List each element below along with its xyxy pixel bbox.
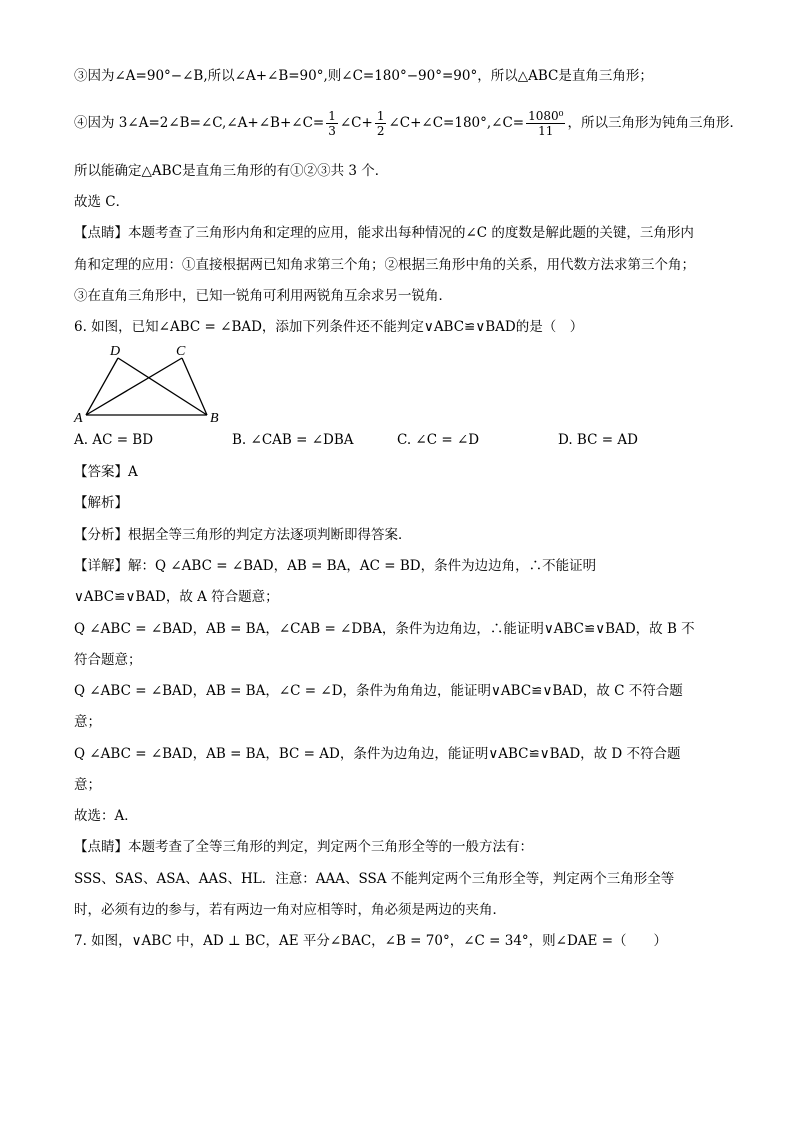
option-c: C. ∠C = ∠D — [397, 432, 480, 448]
segment-ad — [86, 358, 118, 415]
line-4-part-b: ∠C+ — [339, 115, 373, 131]
remark-6-line-2: SSS、SAS、ASA、AAS、HL．注意：AAA、SSA 不能判定两个三角形全等，判定两个三角形全等 — [74, 871, 675, 887]
fraction-one-third — [326, 109, 338, 138]
fraction-num: 1080⁰ — [528, 109, 564, 123]
detail-line-1: 【详解】解：Q ∠ABC = ∠BAD，AB = BA，AC = BD，条件为边边角，∴不能证明 — [74, 558, 597, 574]
answer-choice-line: 故选 C． — [74, 194, 130, 210]
line-angle-sum-3: ③因为∠A=90°−∠B,所以∠A+∠B=90°,则∠C=180°−90°=90°，所以△ABC是直角三角形； — [74, 68, 653, 84]
detail-line-2: ∨ABC≌∨BAD，故 A 符合题意； — [74, 589, 279, 605]
label-d: D — [110, 344, 121, 359]
remark-line-2: 角和定理的应用：①直接根据两已知角求第三个角；②根据三角形中角的关系，用代数方法求第三个角； — [74, 257, 695, 273]
fraction-1080-11 — [526, 109, 565, 138]
detail-line-3: Q ∠ABC = ∠BAD，AB = BA，∠CAB = ∠DBA，条件为边角边，∴能证明∨ABC≌∨BAD，故 B 不 — [74, 621, 695, 637]
label-a: A — [74, 411, 83, 426]
fraction-num: 1 — [328, 109, 336, 123]
fraction-den: 3 — [328, 124, 336, 138]
answer-label: 【答案】A — [74, 464, 138, 480]
analysis-line: 【分析】根据全等三角形的判定方法逐项判断即得答案． — [74, 527, 412, 543]
analysis-heading: 【解析】 — [74, 495, 128, 511]
label-b: B — [210, 411, 219, 426]
remark-6-line-1: 【点睛】本题考查了全等三角形的判定，判定两个三角形全等的一般方法有： — [74, 839, 533, 855]
segment-bd — [118, 358, 207, 415]
detail-line-6: 意； — [74, 714, 101, 730]
figure-quadrilateral — [70, 340, 230, 428]
line-4-part-a: ④因为 3∠A=2∠B=∠C,∠A+∠B+∠C= — [74, 115, 325, 131]
question-6: 6. 如图，已知∠ABC = ∠BAD，添加下列条件还不能判定∨ABC≌∨BAD的是（ ） — [74, 319, 584, 335]
line-4-part-d: ，所以三角形为钝角三角形． — [567, 115, 743, 131]
detail-line-7: Q ∠ABC = ∠BAD，AB = BA，BC = AD，条件为边角边，能证明∨ABC≌∨BAD，故 D 不符合题 — [74, 746, 681, 762]
option-b: B. ∠CAB = ∠DBA — [232, 432, 354, 448]
line-angle-sum-4 — [74, 106, 743, 140]
line-4-part-c: ∠C+∠C=180°,∠C= — [388, 115, 525, 131]
remark-line-1: 【点睛】本题考查了三角形内角和定理的应用，能求出每种情况的∠C 的度数是解此题的关键，三角形内 — [74, 225, 694, 241]
detail-line-9: 故选：A． — [74, 808, 138, 824]
detail-line-5: Q ∠ABC = ∠BAD，AB = BA，∠C = ∠D，条件为角角边，能证明∨ABC≌∨BAD，故 C 不符合题 — [74, 683, 683, 699]
remark-6-line-3: 时，必须有边的参与，若有两边一角对应相等时，角必须是两边的夹角． — [74, 902, 506, 918]
label-c: C — [176, 344, 186, 359]
fraction-num: 1 — [376, 109, 385, 123]
conclusion-line: 所以能确定△ABC是直角三角形的有①②③共 3 个． — [74, 163, 389, 179]
segment-ac — [86, 358, 182, 415]
option-d: D. BC = AD — [558, 432, 638, 448]
fraction-den: 2 — [376, 124, 385, 138]
detail-line-8: 意； — [74, 777, 101, 793]
question-7: 7. 如图，∨ABC 中，AD ⊥ BC，AE 平分∠BAC，∠B = 70°，∠C = 34°，则∠DAE =（ ） — [74, 933, 668, 949]
fraction-one-half — [375, 109, 387, 138]
remark-line-3: ③在直角三角形中，已知一锐角可利用两锐角互余求另一锐角． — [74, 288, 452, 304]
option-a: A. AC = BD — [74, 432, 154, 448]
detail-line-4: 符合题意； — [74, 652, 142, 668]
fraction-den: 11 — [538, 124, 554, 138]
